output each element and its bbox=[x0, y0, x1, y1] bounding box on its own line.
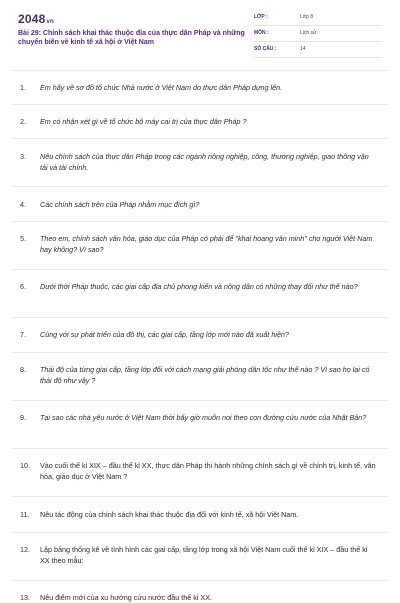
question-number: 10. bbox=[20, 461, 30, 470]
question-divider bbox=[12, 580, 388, 581]
question-number: 8. bbox=[20, 365, 26, 374]
question-number: 1. bbox=[20, 83, 26, 92]
question-text: Tại sao các nhà yêu nước ở Việt Nam thời bấy giờ muốn noi theo con đường cứu nước của Nhật Bản? bbox=[40, 413, 367, 422]
question-text: Thái độ của từng giai cấp, tầng lớp đối với cách mạng giải phóng dân tộc như thế nào ? Vì sao họ lại có thái độ như vậy ? bbox=[40, 365, 370, 385]
question-divider bbox=[12, 532, 388, 533]
question-text: Nêu điểm mới của xu hướng cứu nước đầu thế kỉ XX. bbox=[40, 593, 213, 602]
question-number: 3. bbox=[20, 152, 26, 161]
meta-info bbox=[254, 12, 382, 60]
question-number: 7. bbox=[20, 330, 26, 339]
question-divider bbox=[12, 352, 388, 353]
header-divider bbox=[12, 70, 388, 71]
question-divider bbox=[12, 496, 388, 497]
question-text: Em hãy vẽ sơ đồ tổ chức Nhà nước ở Việt Nam do thực dân Pháp dựng lên. bbox=[40, 83, 283, 92]
meta-value: 14 bbox=[300, 46, 306, 52]
question-text: Dưới thời Pháp thuộc, các giai cấp địa chủ phong kiến và nông dân có những thay đổi như thế nào? bbox=[40, 282, 358, 291]
meta-value: Lịch sử bbox=[300, 30, 317, 36]
question-divider bbox=[12, 400, 388, 401]
question-divider bbox=[12, 269, 388, 270]
question-divider bbox=[12, 104, 388, 105]
question-divider bbox=[12, 221, 388, 222]
question-divider bbox=[12, 448, 388, 449]
meta-value: Lớp 8 bbox=[300, 14, 314, 20]
question-text: Em có nhận xét gì về tổ chức bộ máy cai trị của thực dân Pháp ? bbox=[40, 117, 247, 126]
question-number: 5. bbox=[20, 234, 26, 243]
meta-row-subject bbox=[254, 28, 382, 42]
question-text: Các chính sách trên của Pháp nhằm mục đích gì? bbox=[40, 200, 200, 209]
brand-name: 2048 bbox=[18, 12, 46, 26]
lesson-title: Bài 29: Chính sách khai thác thuộc địa của thực dân Pháp và những chuyển biến về kinh tế xã hội ở Việt Nam bbox=[18, 30, 245, 46]
question-text: Cùng với sự phát triển của đô thị, các giai cấp, tầng lớp mới nào đã xuất hiện? bbox=[40, 330, 289, 339]
question-number: 2. bbox=[20, 117, 26, 126]
brand-logo[interactable] bbox=[18, 12, 54, 26]
question-number: 4. bbox=[20, 200, 26, 209]
question-number: 11. bbox=[20, 510, 30, 519]
question-text: Lập bảng thống kê về tình hình các giai cấp, tầng lớp trong xã hội Việt Nam cuối thế kỉ XIX – đầu thế kỉ XX theo mẫu: bbox=[40, 545, 368, 565]
question-divider bbox=[12, 317, 388, 318]
question-number: 13. bbox=[20, 593, 30, 602]
meta-row-class bbox=[254, 12, 382, 26]
question-text: Nêu tác động của chính sách khai thác thuộc địa đối với kinh tế, xã hội Việt Nam. bbox=[40, 510, 299, 519]
question-divider bbox=[12, 138, 388, 139]
question-text: Theo em, chính sách văn hóa, giáo dục của Pháp có phải để "khai hoang văn minh" cho người Việt Nam hay không? Vì sao? bbox=[40, 234, 373, 254]
question-number: 12. bbox=[20, 545, 30, 554]
meta-label: MÔN : bbox=[254, 30, 269, 36]
meta-label: LỚP : bbox=[254, 14, 268, 20]
meta-row-count bbox=[254, 44, 382, 58]
brand-suffix: vn bbox=[46, 19, 54, 25]
question-divider bbox=[12, 186, 388, 187]
question-text: Vào cuối thế kỉ XIX – đầu thế kỉ XX, thực dân Pháp thi hành những chính sách gì về chính trị, kinh tế, văn hóa, giáo dục ở Việt Nam ? bbox=[40, 461, 376, 481]
meta-label: SỐ CÂU : bbox=[254, 46, 277, 52]
question-number: 9. bbox=[20, 413, 26, 422]
question-text: Nêu chính sách của thực dân Pháp trong các ngành nông nghiệp, công, thương nghiệp, giao thông vận tải và tài chính. bbox=[40, 152, 369, 172]
worksheet-header bbox=[18, 12, 382, 64]
question-number: 6. bbox=[20, 282, 26, 291]
